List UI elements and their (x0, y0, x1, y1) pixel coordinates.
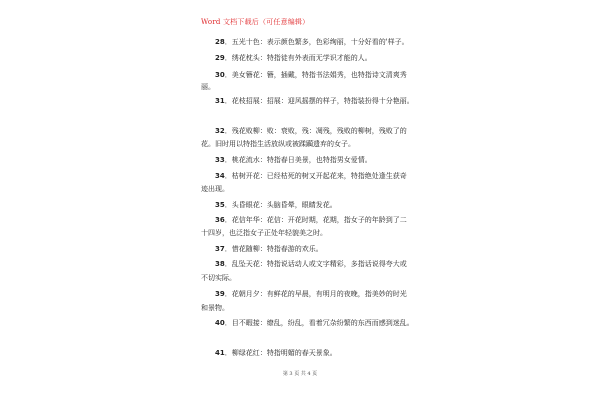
entry-text: 目不暇接：缭乱，纷乱，看着冗杂纷繁的东西而感到迷乱。 (231, 319, 414, 327)
entry-number: 29 (215, 54, 225, 62)
list-item: 33．桃花流水：特指春日美景，也特指男女爱情。 (215, 156, 372, 164)
entry-number: 35 (215, 201, 225, 209)
entry-text: 枯树开花：已经枯死的树又开起花来，特指绝处逢生获奇 (231, 172, 407, 180)
entry-continuation: 和景物。 (201, 304, 229, 312)
list-item: 37．惜花随柳：特指春游的欢乐。 (215, 245, 323, 253)
entry-continuation: 丽。 (201, 83, 215, 91)
list-item: 31．花枝招展：招展：迎风摇摆的样子，特指装扮得十分艳丽。 (215, 97, 414, 105)
entry-number: 40 (215, 319, 225, 327)
entry-continuation: 十四岁，也泛指女子正处年轻貌美之时。 (201, 229, 327, 237)
page-number: 第 3 页 共 4 页 (282, 371, 318, 377)
entry-text: 花朝月夕：有鲜花的早晨，有明月的夜晚，指美妙的时光 (231, 290, 407, 298)
list-item: 36．花信年华：花信：开花时期，花期，指女子的年龄到了二 (215, 216, 407, 224)
entry-text: 柳绿花红：特指明媚的春天景象。 (231, 349, 337, 357)
entry-number: 31 (215, 97, 225, 105)
list-item: 30．美女簪花：簪，插戴，特指书法娟秀，也特指诗文清爽秀 (215, 71, 407, 79)
entry-number: 38 (215, 260, 225, 268)
entry-continuation: 迹出现。 (201, 185, 229, 193)
entry-number: 33 (215, 156, 225, 164)
document-download-note: Word 文档下载后（可任意编辑） (201, 18, 310, 26)
entry-number: 41 (215, 349, 225, 357)
entry-text: 花枝招展：招展：迎风摇摆的样子，特指装扮得十分艳丽。 (231, 97, 414, 105)
entry-text: 乱坠天花：特指说话动人或文字精彩，多指话说得夸大或 (231, 260, 407, 268)
entry-text: 绣花枕头：特指徒有外表而无学识才能的人。 (231, 54, 372, 62)
list-item: 38．乱坠天花：特指说话动人或文字精彩，多指话说得夸大或 (215, 260, 407, 268)
entry-text: 头昏眼花：头脑昏晕，眼睛发花。 (231, 201, 337, 209)
entry-number: 28 (215, 38, 225, 46)
entry-continuation: 花。旧时用以特指生活放纵或被蹂躏遗弃的女子。 (201, 140, 355, 148)
entry-number: 34 (215, 172, 225, 180)
entry-continuation: 不切实际。 (201, 274, 236, 282)
entry-number: 37 (215, 245, 225, 253)
list-item: 29．绣花枕头：特指徒有外表而无学识才能的人。 (215, 54, 372, 62)
entry-text: 桃花流水：特指春日美景，也特指男女爱情。 (231, 156, 372, 164)
entry-text: 美女簪花：簪，插戴，特指书法娟秀，也特指诗文清爽秀 (231, 71, 407, 79)
entry-text: 惜花随柳：特指春游的欢乐。 (231, 245, 323, 253)
list-item: 39．花朝月夕：有鲜花的早晨，有明月的夜晚，指美妙的时光 (215, 290, 407, 298)
entry-text: 五光十色：表示颜色繁多，色彩绚丽，十分好看的'样子。 (231, 38, 409, 46)
entry-number: 39 (215, 290, 225, 298)
list-item: 34．枯树开花：已经枯死的树又开起花来，特指绝处逢生获奇 (215, 172, 407, 180)
list-item: 35．头昏眼花：头脑昏晕，眼睛发花。 (215, 201, 337, 209)
entry-number: 30 (215, 71, 225, 79)
entry-number: 32 (215, 127, 225, 135)
list-item: 28．五光十色：表示颜色繁多，色彩绚丽，十分好看的'样子。 (215, 38, 409, 46)
entry-text: 花信年华：花信：开花时期，花期，指女子的年龄到了二 (231, 216, 407, 224)
entry-number: 36 (215, 216, 225, 224)
entry-text: 残花败柳：败：衰败，残：凋残，残败的柳树，残败了的 (231, 127, 407, 135)
list-item: 41．柳绿花红：特指明媚的春天景象。 (215, 349, 337, 357)
list-item: 32．残花败柳：败：衰败，残：凋残，残败的柳树，残败了的 (215, 127, 407, 135)
list-item: 40．目不暇接：缭乱，纷乱，看着冗杂纷繁的东西而感到迷乱。 (215, 319, 414, 327)
